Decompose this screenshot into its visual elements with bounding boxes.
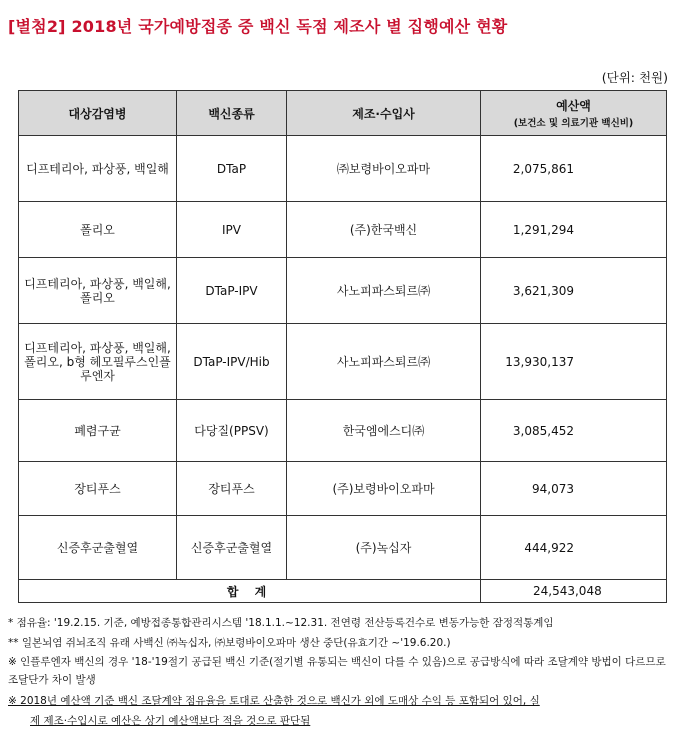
footnote-share: * 점유율: '19.2.15. 기준, 예방접종통합관리시스템 '18.1.1.~12.31. 전연령 전산등록건수로 변동가능한 잠정적통계임 <box>8 617 554 629</box>
cell-amount: 444,922 <box>481 516 667 580</box>
total-amount: 24,543,048 <box>481 580 667 603</box>
cell-maker: (주)한국백신 <box>287 202 481 258</box>
cell-vaccine: DTaP-IPV/Hib <box>177 324 287 400</box>
cell-amount: 13,930,137 <box>481 324 667 400</box>
cell-maker: 한국엠에스디㈜ <box>287 400 481 462</box>
footnote-influenza: ※ 인플루엔자 백신의 경우 '18-'19절기 공급된 백신 기준(절기별 유통되는 백신이 다를 수 있음)으로 공급방식에 따라 조달계약 방법이 다르므로 조달단가 차이 발생 <box>8 656 666 686</box>
header-budget-sub: (보건소 및 의료기관 백신비) <box>513 118 634 129</box>
table-row <box>19 516 667 580</box>
cell-amount: 3,621,309 <box>481 258 667 324</box>
cell-disease: 폐렴구균 <box>19 400 177 462</box>
header-disease: 대상감염병 <box>19 91 177 136</box>
cell-disease: 폴리오 <box>19 202 177 258</box>
table-row <box>19 258 667 324</box>
cell-amount: 1,291,294 <box>481 202 667 258</box>
header-budget-label: 예산액 <box>556 99 591 113</box>
cell-maker: 사노피파스퇴르㈜ <box>287 324 481 400</box>
cell-disease: 장티푸스 <box>19 462 177 516</box>
table-row <box>19 462 667 516</box>
attachment-tag: [별첨2] <box>8 17 66 36</box>
cell-vaccine: IPV <box>177 202 287 258</box>
cell-maker: ㈜보령바이오파마 <box>287 136 481 202</box>
cell-disease: 신증후군출혈열 <box>19 516 177 580</box>
table-row <box>19 202 667 258</box>
cell-maker: (주)녹십자 <box>287 516 481 580</box>
table-row <box>19 324 667 400</box>
cell-disease: 디프테리아, 파상풍, 백일해, 폴리오, b형 헤모필루스인플루엔자 <box>19 324 177 400</box>
cell-vaccine: 신증후군출혈열 <box>177 516 287 580</box>
unit-label: (단위: 천원) <box>601 70 668 85</box>
total-label: 합 계 <box>19 580 481 603</box>
footnotes <box>8 613 673 731</box>
cell-disease: 디프테리아, 파상풍, 백일해 <box>19 136 177 202</box>
budget-table <box>18 90 667 603</box>
cell-disease: 디프테리아, 파상풍, 백일해, 폴리오 <box>19 258 177 324</box>
cell-vaccine: 장티푸스 <box>177 462 287 516</box>
table-row <box>19 400 667 462</box>
title-text: 2018년 국가예방접종 중 백신 독점 제조사 별 집행예산 현황 <box>71 17 508 36</box>
header-budget <box>481 91 667 136</box>
footnote-budget-basis-cont: 제 제조·수입시로 예산은 상기 예산액보다 적을 것으로 판단됨 <box>30 715 311 727</box>
footnote-budget-basis: ※ 2018년 예산액 기준 백신 조달계약 점유율을 토대로 산출한 것으로 백신가 외에 도매상 수익 등 포함되어 있어, 실 <box>8 695 540 707</box>
total-row <box>19 580 667 603</box>
table-header-row <box>19 91 667 136</box>
page-title <box>8 14 507 37</box>
cell-amount: 3,085,452 <box>481 400 667 462</box>
footnote-je-vaccine: ** 일본뇌염 쥐뇌조직 유래 사백신 ㈜녹십자, ㈜보령바이오파마 생산 중단(유효기간 ~'19.6.20.) <box>8 637 451 649</box>
cell-vaccine: DTaP-IPV <box>177 258 287 324</box>
cell-vaccine: DTaP <box>177 136 287 202</box>
cell-maker: 사노피파스퇴르㈜ <box>287 258 481 324</box>
cell-maker: (주)보령바이오파마 <box>287 462 481 516</box>
header-vaccine: 백신종류 <box>177 91 287 136</box>
cell-amount: 2,075,861 <box>481 136 667 202</box>
header-maker: 제조·수입사 <box>287 91 481 136</box>
cell-vaccine: 다당질(PPSV) <box>177 400 287 462</box>
cell-amount: 94,073 <box>481 462 667 516</box>
table-row <box>19 136 667 202</box>
